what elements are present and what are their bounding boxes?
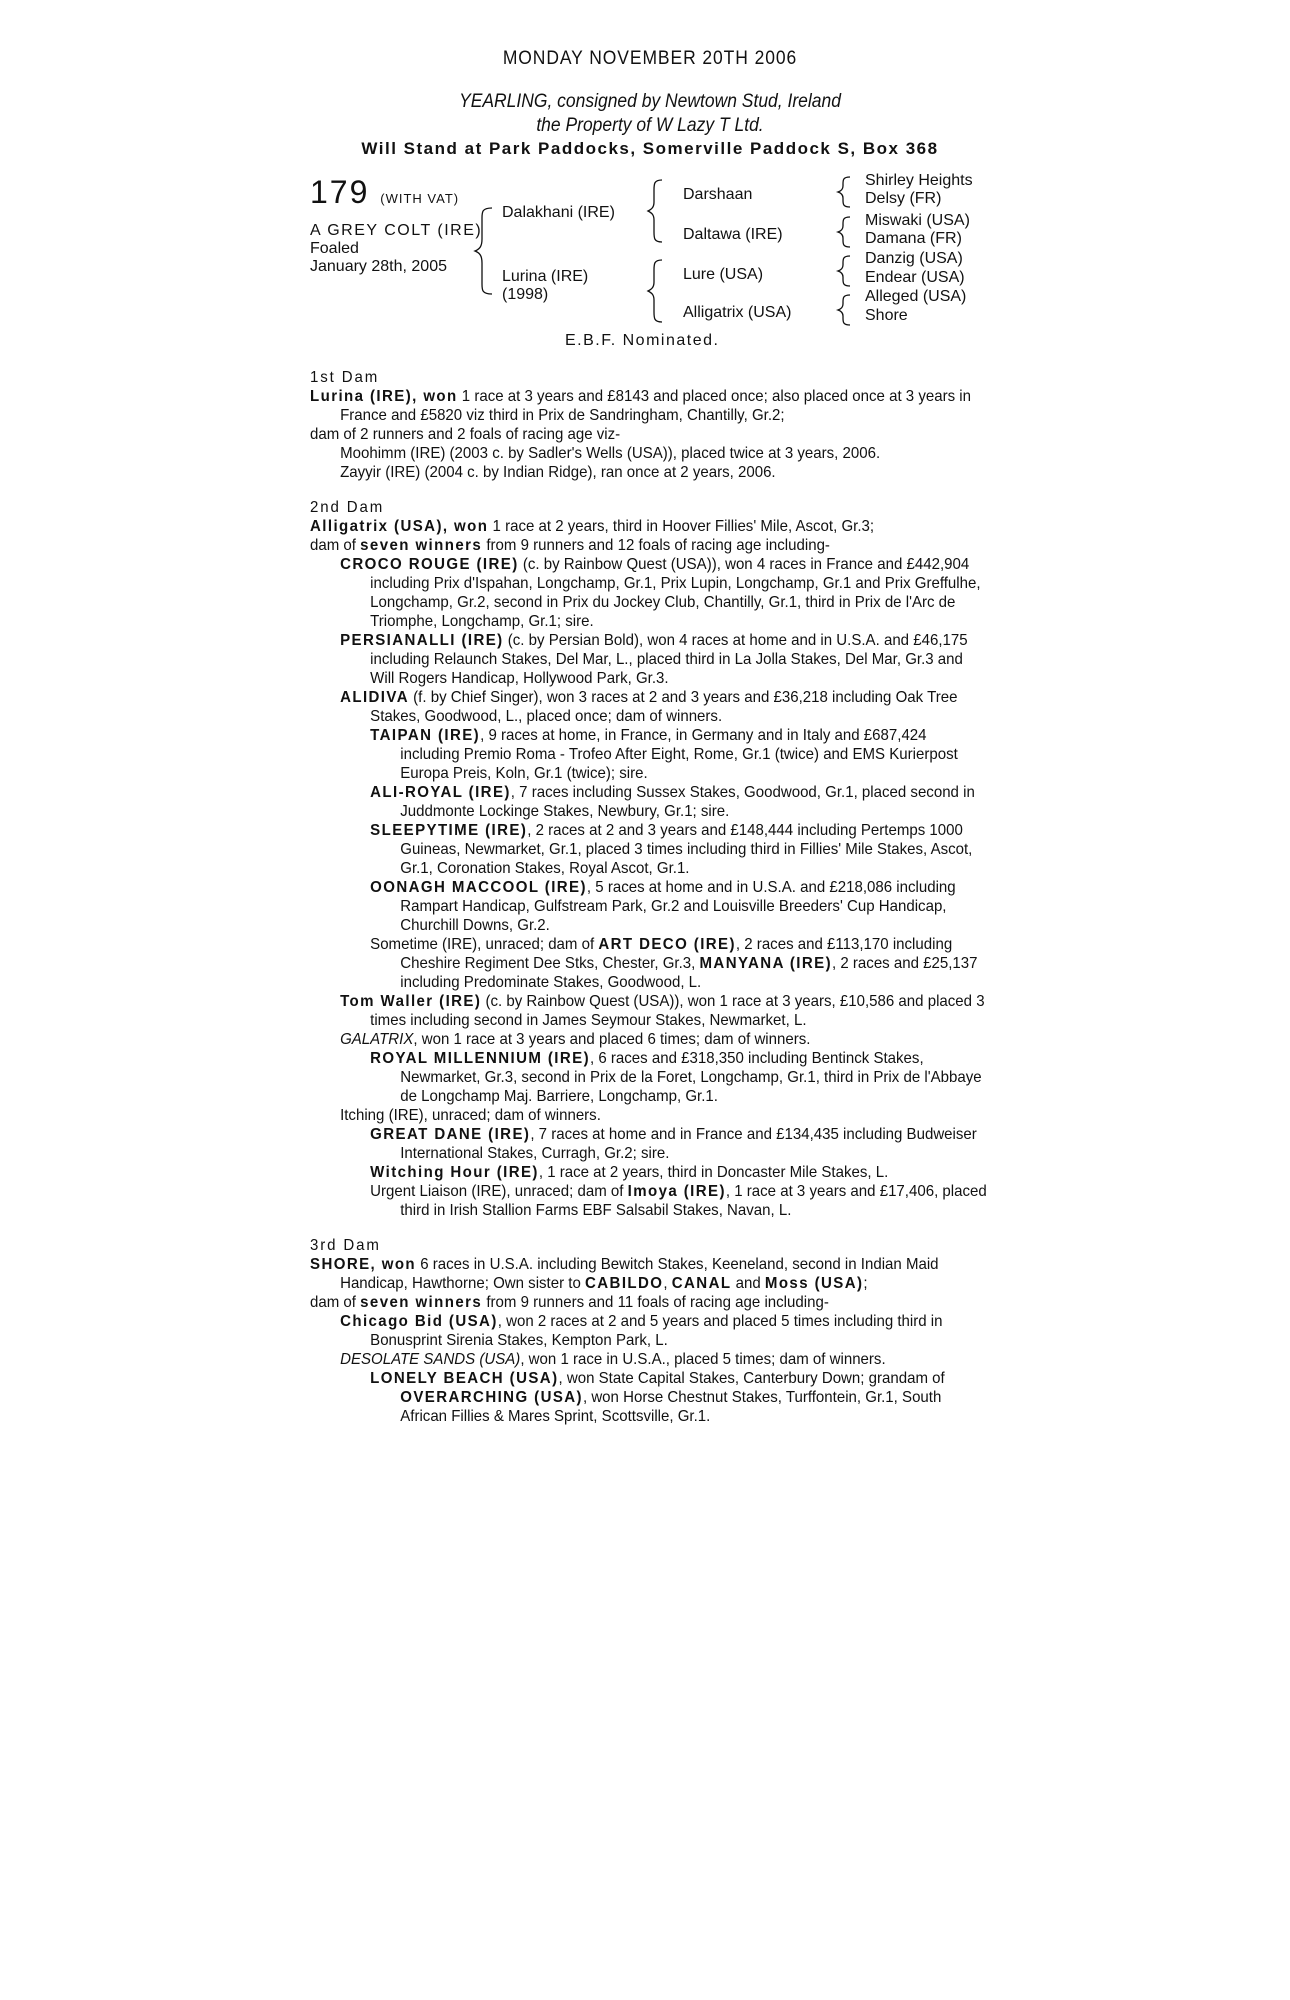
horse-name: PERSIANALLI (IRE) bbox=[340, 632, 504, 649]
third-dam-name: SHORE, won bbox=[310, 1256, 417, 1273]
horse-name: TAIPAN (IRE) bbox=[370, 727, 481, 744]
horse-name: ART DECO (IRE) bbox=[598, 936, 736, 953]
entry-text: , 2 races at 2 and 3 years and £148,444 including Pertemps 1000 Guineas, Newmarket, Gr.1, placed 3 times including third in Fillies' Mile Stakes, Ascot, Gr.1, Coronation Stakes, Royal Ascot, Gr.1. bbox=[400, 822, 973, 877]
sire: Dalakhani (IRE) bbox=[502, 204, 615, 221]
produce-entry: Zayyir (IRE) (2004 c. by Indian Ridge), ran once at 2 years, 2006. bbox=[340, 464, 776, 481]
lot-number bbox=[310, 174, 459, 217]
first-dam-produce-summary: dam of 2 runners and 2 foals of racing age viz- bbox=[310, 426, 621, 443]
catalogue-page bbox=[310, 48, 990, 1426]
produce-entry bbox=[310, 821, 987, 878]
entry-text: (c. by Rainbow Quest (USA)), won 1 race at 3 years, £10,586 and placed 3 times including second in James Seymour Stakes, Newmarket, L. bbox=[370, 993, 985, 1029]
horse-name: MANYANA (IRE) bbox=[699, 955, 833, 972]
produce-entry bbox=[310, 555, 987, 631]
sire-sire-sire: Shirley Heights bbox=[865, 172, 973, 189]
entry-text: 6 races in U.S.A. including Bewitch Stakes, Keeneland, second in Indian Maid Handicap, Hawthorne; Own sister to bbox=[340, 1256, 939, 1292]
sire-sire: Darshaan bbox=[683, 186, 753, 203]
consignor-line: YEARLING, consigned by Newtown Stud, Ireland bbox=[459, 91, 841, 112]
horse-name: CABILDO bbox=[585, 1275, 664, 1292]
entry-text: , won 2 races at 2 and 5 years and placed 5 times including third in Bonusprint Sirenia Stakes, Kempton Park, L. bbox=[370, 1313, 943, 1349]
sire-dam: Daltawa (IRE) bbox=[683, 226, 783, 243]
entry-text: Urgent Liaison (IRE), unraced; dam of bbox=[370, 1183, 628, 1200]
second-dam-produce-summary bbox=[310, 536, 987, 555]
produce-entry bbox=[310, 631, 987, 688]
produce-entry bbox=[310, 1163, 987, 1182]
horse-name: ALIDIVA bbox=[340, 689, 409, 706]
produce-entry: Itching (IRE), unraced; dam of winners. bbox=[340, 1107, 601, 1124]
summary-text: from 9 runners and 12 foals of racing age including- bbox=[482, 537, 830, 554]
produce-entry bbox=[310, 1125, 987, 1163]
entry-text: (c. by Persian Bold), won 4 races at home and in U.S.A. and £46,175 including Relaunch Stakes, Del Mar, L., placed third in La Jolla Stakes, Del Mar, Gr.3 and Will Rogers Handicap, Hollywood Park, Gr.3. bbox=[370, 632, 968, 687]
entry-text: , 6 races and £318,350 including Bentinck Stakes, Newmarket, Gr.3, second in Prix de la Foret, Longchamp, Gr.1, third in Prix de l'Abbaye de Longchamp Maj. Barriere, Longchamp, Gr.1. bbox=[400, 1050, 982, 1105]
first-dam-section bbox=[310, 368, 987, 482]
entry-text: , 2 races and £113,170 including Cheshire Regiment Dee Stks, Chester, Gr.3, bbox=[400, 936, 953, 972]
foaled-date: January 28th, 2005 bbox=[310, 258, 447, 275]
first-dam-heading: 1st Dam bbox=[310, 369, 380, 386]
produce-entry bbox=[310, 688, 987, 726]
lot-number-value: 179 bbox=[310, 174, 370, 210]
horse-name: Moss (USA) bbox=[764, 1275, 864, 1292]
first-dam-record-text: 1 race at 3 years and £8143 and placed once; also placed once at 3 years in France and £5820 viz third in Prix de Sandringham, Chantilly, Gr.2; bbox=[340, 388, 972, 424]
foaled-label: Foaled bbox=[310, 240, 359, 257]
produce-entry bbox=[310, 1369, 987, 1426]
dam-sire-dam: Endear (USA) bbox=[865, 269, 965, 286]
horse-name: LONELY BEACH (USA) bbox=[370, 1370, 559, 1387]
third-dam-section bbox=[310, 1236, 987, 1426]
entry-text: and bbox=[731, 1275, 765, 1292]
winners-count: seven winners bbox=[360, 1294, 483, 1311]
entry-text: , 1 race at 2 years, third in Doncaster Mile Stakes, L. bbox=[538, 1164, 889, 1181]
dam-dam-dam: Shore bbox=[865, 307, 908, 324]
second-dam-heading: 2nd Dam bbox=[310, 499, 385, 516]
horse-description: A GREY COLT (IRE) bbox=[310, 222, 483, 239]
second-dam-record bbox=[310, 517, 987, 536]
sire-sire-dam: Delsy (FR) bbox=[865, 190, 942, 207]
dam: Lurina (IRE) bbox=[502, 268, 589, 285]
horse-name: GREAT DANE (IRE) bbox=[370, 1126, 531, 1143]
dam-sire-sire: Danzig (USA) bbox=[865, 250, 963, 267]
third-dam-produce-summary bbox=[310, 1293, 987, 1312]
horse-name: Witching Hour (IRE) bbox=[370, 1164, 539, 1181]
entry-text: Sometime (IRE), unraced; dam of bbox=[370, 936, 599, 953]
horse-name: CANAL bbox=[671, 1275, 732, 1292]
winners-count: seven winners bbox=[360, 537, 483, 554]
vat-note: (WITH VAT) bbox=[380, 191, 460, 206]
horse-name: OONAGH MACCOOL (IRE) bbox=[370, 879, 587, 896]
sire-dam-dam: Damana (FR) bbox=[865, 230, 962, 247]
entry-text: ; bbox=[863, 1275, 868, 1292]
entry-text: (c. by Rainbow Quest (USA)), won 4 races in France and £442,904 including Prix d'Ispahan, Longchamp, Gr.1, Prix Lupin, Longchamp, Gr.1 and Prix Greffulhe, Longchamp, Gr.2, second in Prix du Jockey Club, Chantilly, Gr.1, third in Prix de l'Arc de Triomphe, Longchamp, Gr.1; sire. bbox=[370, 556, 981, 630]
pedigree-table bbox=[310, 174, 990, 352]
first-dam-name: Lurina (IRE), won bbox=[310, 388, 458, 405]
sale-date: MONDAY NOVEMBER 20TH 2006 bbox=[502, 48, 798, 69]
horse-name: Imoya (IRE) bbox=[627, 1183, 726, 1200]
property-line: the Property of W Lazy T Ltd. bbox=[536, 115, 764, 136]
entry-text: , 1 race at 3 years and £17,406, placed third in Irish Stallion Farms EBF Salsabil Stakes, Navan, L. bbox=[400, 1183, 987, 1219]
third-dam-record bbox=[310, 1255, 987, 1293]
first-dam-record bbox=[310, 387, 987, 425]
entry-text: , 5 races at home and in U.S.A. and £218,086 including Rampart Handicap, Gulfstream Park, Gr.2 and Louisville Breeders' Cup Handicap, Churchill Downs, Gr.2. bbox=[400, 879, 956, 934]
horse-name: Tom Waller (IRE) bbox=[340, 993, 482, 1010]
produce-entry bbox=[310, 878, 987, 935]
dam-dam-sire: Alleged (USA) bbox=[865, 288, 967, 305]
produce-entry bbox=[310, 992, 987, 1030]
entry-text: , 9 races at home, in France, in Germany and in Italy and £687,424 including Premio Roma - Trofeo After Eight, Rome, Gr.1 (twice) and EMS Kurierpost Europa Preis, Koln, Gr.1 (twice); sire. bbox=[400, 727, 958, 782]
horse-name: ALI-ROYAL (IRE) bbox=[370, 784, 511, 801]
sire-dam-sire: Miswaki (USA) bbox=[865, 212, 970, 229]
entry-text: , 2 races and £25,137 including Predominate Stakes, Goodwood, L. bbox=[400, 955, 978, 991]
produce-entry bbox=[310, 783, 987, 821]
dam-dam: Alligatrix (USA) bbox=[683, 304, 792, 321]
entry-text: , won Horse Chestnut Stakes, Turffontein, Gr.1, South African Fillies & Mares Sprint, Scottsville, Gr.1. bbox=[400, 1389, 942, 1425]
entry-text: , won 1 race at 3 years and placed 6 times; dam of winners. bbox=[413, 1031, 811, 1048]
produce-entry bbox=[310, 1312, 987, 1350]
produce-entry: Moohimm (IRE) (2003 c. by Sadler's Wells (USA)), placed twice at 3 years, 2006. bbox=[340, 445, 881, 462]
stand-location: Will Stand at Park Paddocks, Somerville Paddock S, Box 368 bbox=[361, 139, 939, 158]
horse-name: Chicago Bid (USA) bbox=[340, 1313, 498, 1330]
produce-entry bbox=[310, 1182, 987, 1220]
ebf-nomination: E.B.F. Nominated. bbox=[565, 332, 720, 349]
horse-name: DESOLATE SANDS (USA) bbox=[340, 1351, 521, 1368]
horse-name: SLEEPYTIME (IRE) bbox=[370, 822, 528, 839]
produce-entry bbox=[310, 935, 987, 992]
horse-name: OVERARCHING (USA) bbox=[400, 1389, 583, 1406]
horse-name: GALATRIX bbox=[340, 1031, 414, 1048]
second-dam-record-text: 1 race at 2 years, third in Hoover Fillies' Mile, Ascot, Gr.3; bbox=[488, 518, 875, 535]
horse-name: CROCO ROUGE (IRE) bbox=[340, 556, 519, 573]
catalogue-text bbox=[310, 368, 987, 1426]
entry-text: , won 1 race in U.S.A., placed 5 times; dam of winners. bbox=[520, 1351, 886, 1368]
second-dam-name: Alligatrix (USA), won bbox=[310, 518, 489, 535]
horse-name: ROYAL MILLENNIUM (IRE) bbox=[370, 1050, 591, 1067]
dam-sire: Lure (USA) bbox=[683, 266, 764, 283]
produce-entry bbox=[310, 1049, 987, 1106]
entry-text: (f. by Chief Singer), won 3 races at 2 and 3 years and £36,218 including Oak Tree Stakes, Goodwood, L., placed once; dam of winners. bbox=[370, 689, 958, 725]
second-dam-section bbox=[310, 498, 987, 1220]
entry-text: , won State Capital Stakes, Canterbury Down; grandam of bbox=[558, 1370, 945, 1387]
produce-entry bbox=[310, 1030, 987, 1049]
produce-entry bbox=[310, 1350, 987, 1369]
entry-text: , bbox=[663, 1275, 672, 1292]
summary-text: dam of bbox=[310, 1294, 361, 1311]
produce-entry bbox=[310, 726, 987, 783]
entry-text: , 7 races at home and in France and £134,435 including Budweiser International Stakes, Curragh, Gr.2; sire. bbox=[400, 1126, 977, 1162]
summary-text: from 9 runners and 11 foals of racing age including- bbox=[482, 1294, 829, 1311]
third-dam-heading: 3rd Dam bbox=[310, 1237, 381, 1254]
dam-year: (1998) bbox=[502, 286, 549, 303]
entry-text: , 7 races including Sussex Stakes, Goodwood, Gr.1, placed second in Juddmonte Lockinge Stakes, Newbury, Gr.1; sire. bbox=[400, 784, 975, 820]
summary-text: dam of bbox=[310, 537, 361, 554]
